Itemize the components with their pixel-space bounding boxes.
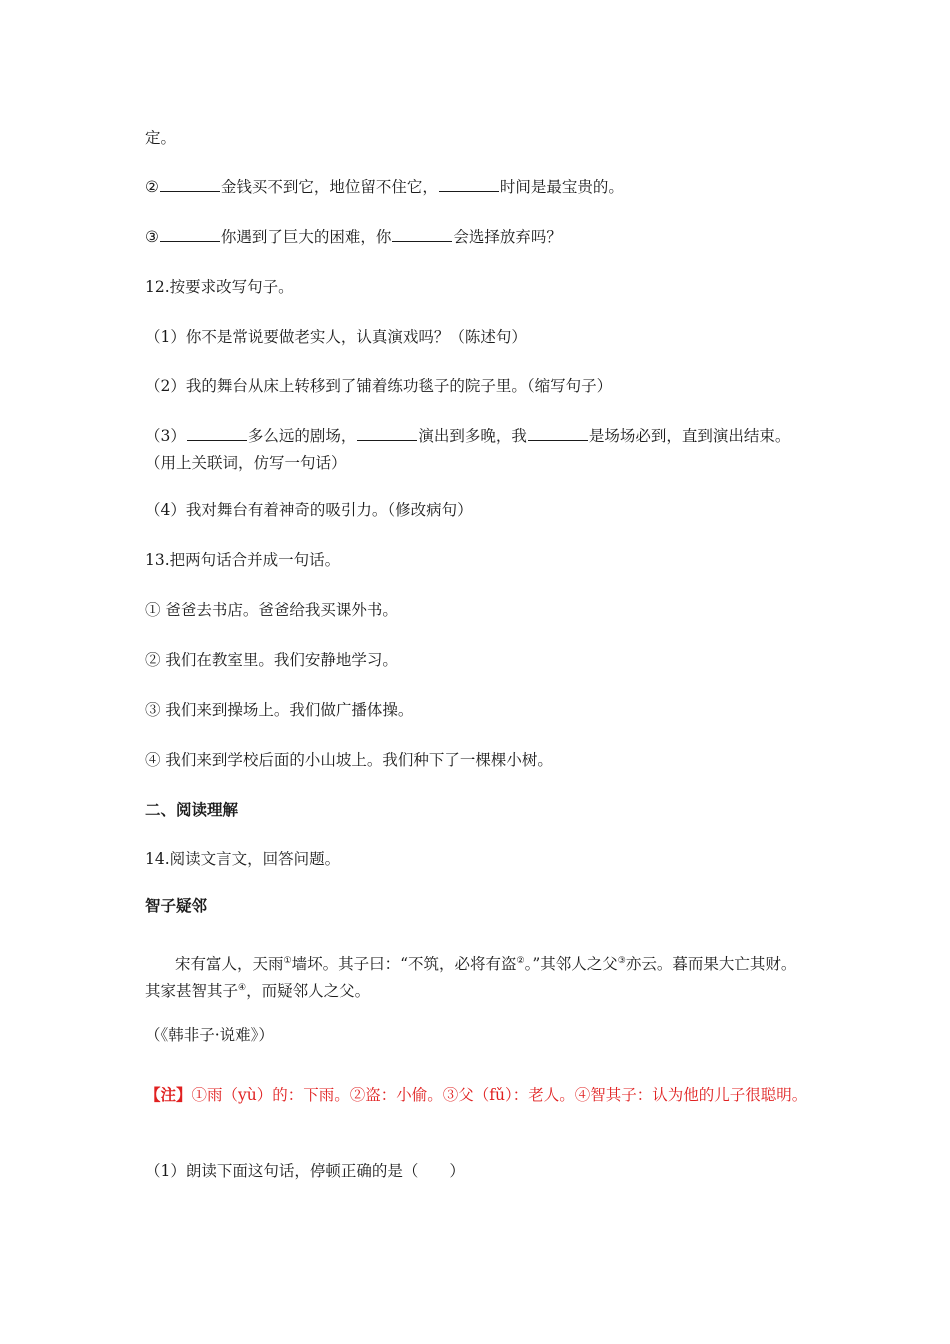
note-tag: 【注】 xyxy=(145,1085,192,1104)
top-fragment: 定。 xyxy=(145,129,177,147)
q12-sentence-2: （2）我的舞台从床上转移到了铺着练功毯子的院子里。（缩写句子） xyxy=(145,377,613,395)
q13-item-4: ④ 我们来到学校后面的小山坡上。我们种下了一棵棵小树。 xyxy=(145,751,553,769)
answer-blank[interactable] xyxy=(357,426,417,441)
footnote-ref: ③ xyxy=(617,955,626,966)
q12-sentence-4: （4）我对舞台有着神奇的吸引力。（修改病句） xyxy=(145,501,473,519)
q13-item-2: ② 我们在教室里。我们安静地学习。 xyxy=(145,651,398,669)
answer-blank[interactable] xyxy=(160,227,220,242)
q14-sub-question-1: （1）朗读下面这句话，停顿正确的是（ ） xyxy=(145,1162,465,1180)
answer-blank[interactable] xyxy=(439,177,499,192)
answer-blank[interactable] xyxy=(392,227,452,242)
q12-title: 12.按要求改写句子。 xyxy=(145,278,294,296)
answer-blank[interactable] xyxy=(160,177,220,192)
section-heading: 二、阅读理解 xyxy=(145,800,239,819)
q13-item-1: ① 爸爸去书店。爸爸给我买课外书。 xyxy=(145,601,398,619)
q12-sentence-1: （1）你不是常说要做老实人，认真演戏吗？（陈述句） xyxy=(145,328,527,346)
annotation-note xyxy=(145,1081,810,1109)
passage-body: 宋有富人，天雨①墙坏。其子曰：“不筑，必将有盗②。”其邻人之父③亦云。暮而果大亡其财。其家甚智其子④，而疑邻人之父。 xyxy=(145,955,797,1000)
passage-title: 智子疑邻 xyxy=(145,896,208,915)
passage-source: （《韩非子·说难》） xyxy=(145,1026,274,1044)
q12-sentence-3: （3） 多么远的剧场， 演出到多晚，我 是场场必到，直到演出结束。（用上关联词，仿写一句话） xyxy=(145,427,791,472)
q11-item-3: ③ 你遇到了巨大的困难，你 会选择放弃吗？ xyxy=(145,228,562,246)
footnote-ref: ① xyxy=(283,955,292,966)
footnote-ref: ④ xyxy=(238,982,247,993)
q13-title: 13.把两句话合并成一句话。 xyxy=(145,551,341,569)
q13-item-3: ③ 我们来到操场上。我们做广播体操。 xyxy=(145,701,414,719)
answer-blank[interactable] xyxy=(187,426,247,441)
footnote-ref: ② xyxy=(516,955,525,966)
answer-blank[interactable] xyxy=(528,426,588,441)
q14-title: 14.阅读文言文，回答问题。 xyxy=(145,850,341,868)
q11-item-2: ② 金钱买不到它，地位留不住它， 时间是最宝贵的。 xyxy=(145,178,624,196)
note-text: ①雨（yù）的：下雨。②盗：小偷。③父（fǔ）：老人。④智其子：认为他的儿子很聪明。 xyxy=(191,1086,808,1104)
item-marker: ③ xyxy=(145,228,159,246)
item-marker: ② xyxy=(145,178,159,196)
